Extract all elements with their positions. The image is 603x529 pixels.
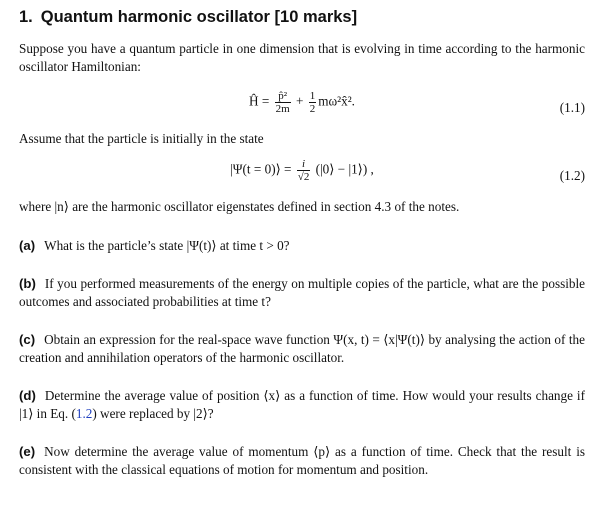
- question-b-label: (b): [19, 276, 36, 291]
- eq1-potential: mω²x̂².: [318, 93, 355, 109]
- question-b: [19, 275, 585, 311]
- problem-title-text: Quantum harmonic oscillator [10 marks]: [40, 8, 358, 26]
- eq1-fraction-kinetic: [275, 90, 291, 115]
- question-e: [19, 443, 585, 479]
- eq2-frac-numerator: i: [302, 158, 306, 170]
- question-e-label: (e): [19, 444, 36, 459]
- question-d-text-after: ) were replaced by |2⟩?: [92, 406, 214, 421]
- assume-paragraph: Assume that the particle is initially in the state: [19, 131, 264, 146]
- intro-paragraph: Suppose you have a quantum particle in one dimension that is evolving in time according to the harmonic oscillator Hamiltonian:: [19, 41, 585, 74]
- equation-reference-link[interactable]: 1.2: [75, 406, 93, 421]
- problem-title: [19, 8, 585, 27]
- problem-number: 1.: [19, 8, 33, 26]
- equation-1-2: [19, 154, 585, 198]
- eq2-frac-denominator: √2: [297, 171, 310, 183]
- question-a: [19, 237, 585, 255]
- equation-1-1: [19, 84, 585, 128]
- eq1-frac2-denominator: 2: [309, 103, 316, 115]
- question-e-text: Now determine the average value of momentum ⟨p⟩ as a function of time. Check that the result is consistent with the classical equations of motion for momentum and position.: [19, 444, 585, 477]
- eq1-frac2-numerator: 1: [309, 90, 316, 102]
- question-c-text: Obtain an expression for the real-space wave function Ψ(x, t) = ⟨x|Ψ(t)⟩ by analysing the action of the creation and annihilation operators of the harmonic oscillator.: [19, 332, 585, 365]
- eq2-superposition: (|0⟩ − |1⟩) ,: [315, 161, 374, 177]
- eq1-plus: +: [295, 93, 304, 109]
- eq1-tag: (1.1): [559, 100, 585, 115]
- eq2-lhs: |Ψ(t = 0)⟩ =: [230, 161, 292, 177]
- eq2-tag: (1.2): [559, 168, 585, 183]
- eq1-fraction-half: [309, 90, 317, 115]
- question-d-text-before: Determine the average value of position ⟨x⟩ as a function of time. How would your results change if |1⟩ in Eq. (: [19, 388, 585, 421]
- where-paragraph: where |n⟩ are the harmonic oscillator eigenstates defined in section 4.3 of the notes.: [19, 199, 460, 214]
- question-b-text: If you performed measurements of the energy on multiple copies of the particle, what are the possible outcomes and associated probabilities at time t?: [19, 276, 585, 309]
- eq1-frac1-denominator: 2m: [275, 103, 290, 115]
- question-a-label: (a): [19, 238, 36, 253]
- question-c: [19, 331, 585, 367]
- question-d-label: (d): [19, 388, 36, 403]
- eq1-frac1-numerator: p̂²: [278, 90, 288, 102]
- question-d: [19, 387, 585, 423]
- question-c-label: (c): [19, 332, 36, 347]
- eq1-lhs: Ĥ =: [249, 93, 270, 109]
- eq2-fraction: [297, 158, 311, 183]
- problem-page: [19, 8, 585, 479]
- question-a-text: What is the particle’s state |Ψ(t)⟩ at time t > 0?: [44, 238, 290, 253]
